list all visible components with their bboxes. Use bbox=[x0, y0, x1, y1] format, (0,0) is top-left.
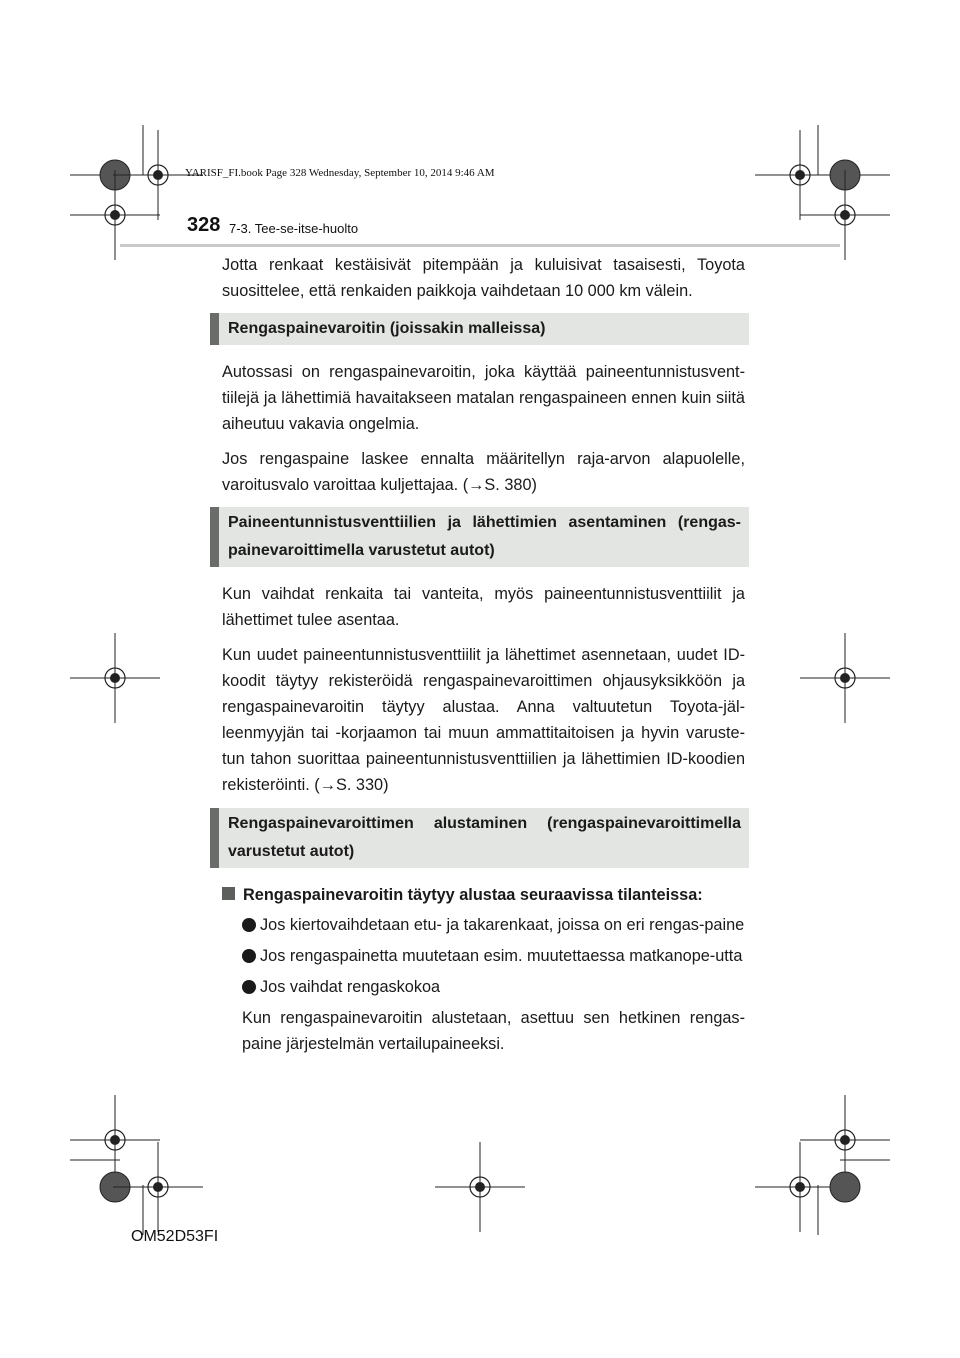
list-item bbox=[242, 943, 745, 969]
list-item-text: Jos rengaspainetta muutetaan esim. muutettaessa matkanope-utta bbox=[260, 947, 743, 965]
document-code: OM52D53FI bbox=[131, 1228, 219, 1245]
paragraph: Autossasi on rengaspainevaroitin, joka käyttää paineentunnistusvent-tiilejä ja lähettimiä havaitakseen matalan rengaspaineen ennen kuin siitä aiheutuu vakavia ongelmia. bbox=[222, 363, 745, 433]
page-number: 328 bbox=[187, 214, 221, 236]
list-item-text: Jos kiertovaihdetaan etu- ja takarenkaat, joissa on eri rengas-paine bbox=[260, 916, 745, 934]
subheading-text: Rengaspainevaroitin täytyy alustaa seuraavissa tilanteissa: bbox=[243, 886, 703, 904]
paragraph: Kun vaihdat renkaita tai vanteita, myös paineentunnistusventtiilit ja lähettimet tulee asentaa. bbox=[222, 585, 745, 629]
bullet-icon bbox=[242, 980, 256, 994]
section-title: 7-3. Tee-se-itse-huolto bbox=[229, 221, 359, 236]
list-item bbox=[242, 912, 745, 938]
closing-paragraph: Kun rengaspainevaroitin alustetaan, asettuu sen hetkinen rengas-paine järjestelmän vertailupaineeksi. bbox=[242, 1009, 745, 1053]
bullet-icon bbox=[242, 918, 256, 932]
list-item-text: Jos vaihdat rengaskokoa bbox=[260, 978, 441, 996]
bullet-list bbox=[222, 912, 745, 1000]
print-info: YARISF_FI.book Page 328 Wednesday, September 10, 2014 9:46 AM bbox=[185, 167, 495, 179]
list-item bbox=[242, 974, 745, 1000]
heading-initialization: Rengaspainevaroittimen alustaminen (rengaspainevaroittimella varustetut autot) bbox=[210, 808, 749, 868]
paragraph: Jos rengaspaine laskee ennalta määritellyn raja-arvon alapuolelle, varoitusvalo varoittaa kuljettajaa. (→S. 380) bbox=[222, 450, 745, 494]
header-divider bbox=[120, 244, 840, 247]
intro-paragraph: Jotta renkaat kestäisivät pitempään ja kuluisivat tasaisesti, Toyota suosittelee, että renkaiden paikkoja vaihdetaan 10 000 km välein. bbox=[222, 256, 745, 300]
heading-valve-installation: Paineentunnistusventtiilien ja lähettimien asentaminen (rengas-painevaroittimella varustetut autot) bbox=[210, 507, 749, 567]
paragraph: Kun uudet paineentunnistusventtiilit ja lähettimet asennetaan, uudet ID-koodit täytyy rekisteröidä rengaspainevaroittimen ohjausyksikköön ja rengaspainevaroitin täytyy alustaa. Anna valtuutetun Toyota-jäl-leenmyyjän tai -korjaamon tai muun ammattitaitoisen ja hyvin varuste-tun tahon suorittaa paineentunnistusventtiilien ja lähettimien ID-koodien rekisteröinti. (→S. 330) bbox=[222, 646, 745, 794]
bullet-icon bbox=[242, 949, 256, 963]
heading-tire-pressure-warning: Rengaspainevaroitin (joissakin malleissa) bbox=[210, 313, 749, 345]
square-bullet-icon bbox=[222, 887, 235, 900]
subheading bbox=[222, 882, 745, 908]
page-content bbox=[222, 252, 745, 1066]
